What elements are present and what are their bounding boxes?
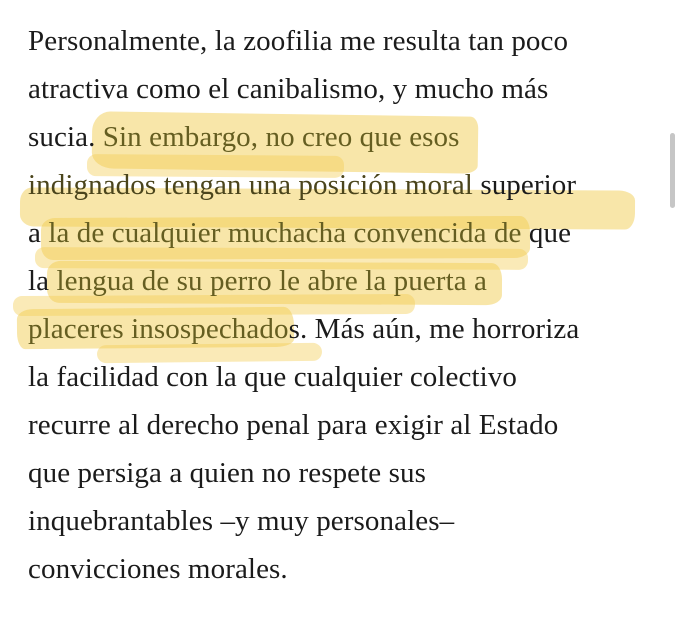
text-line: [28, 209, 660, 257]
highlighted-text: indignados tengan una posición moral: [28, 169, 473, 201]
plain-text: recurre al derecho penal para exigir al Estado: [28, 409, 559, 441]
text-line: [28, 161, 660, 209]
plain-text: que: [521, 217, 572, 249]
text-line: [28, 257, 660, 305]
text-line: [28, 113, 660, 161]
plain-text: s. Más aún, me horroriza: [288, 313, 580, 345]
plain-text: atractiva como el canibalismo, y mucho más: [28, 73, 549, 105]
text-line: [28, 545, 660, 593]
text-line: [28, 353, 660, 401]
highlighted-text: la de cualquier muchacha convencida de: [48, 217, 522, 249]
highlighted-text: placeres insospechado: [28, 313, 289, 345]
text-line: [28, 497, 660, 545]
plain-text: la: [28, 265, 57, 297]
scrollbar-thumb[interactable]: [670, 133, 675, 208]
paragraph: [28, 17, 660, 593]
text-line: [28, 305, 660, 353]
text-line: [28, 449, 660, 497]
plain-text: convicciones morales.: [28, 553, 288, 585]
text-line: [28, 401, 660, 449]
plain-text: superior: [472, 169, 577, 201]
text-line: [28, 17, 660, 65]
plain-text: Personalmente, la zoofilia me resulta tan poco: [28, 25, 569, 57]
highlighted-text: Sin embargo, no creo que esos: [102, 121, 460, 153]
plain-text: a: [28, 217, 49, 249]
text-line: [28, 65, 660, 113]
highlighted-text: lengua de su perro le abre la puerta a: [56, 265, 488, 297]
plain-text: inquebrantables –y muy personales–: [28, 505, 455, 537]
plain-text: sucia.: [28, 121, 103, 153]
plain-text: la facilidad con la que cualquier colectivo: [28, 361, 518, 393]
plain-text: que persiga a quien no respete sus: [28, 457, 427, 489]
